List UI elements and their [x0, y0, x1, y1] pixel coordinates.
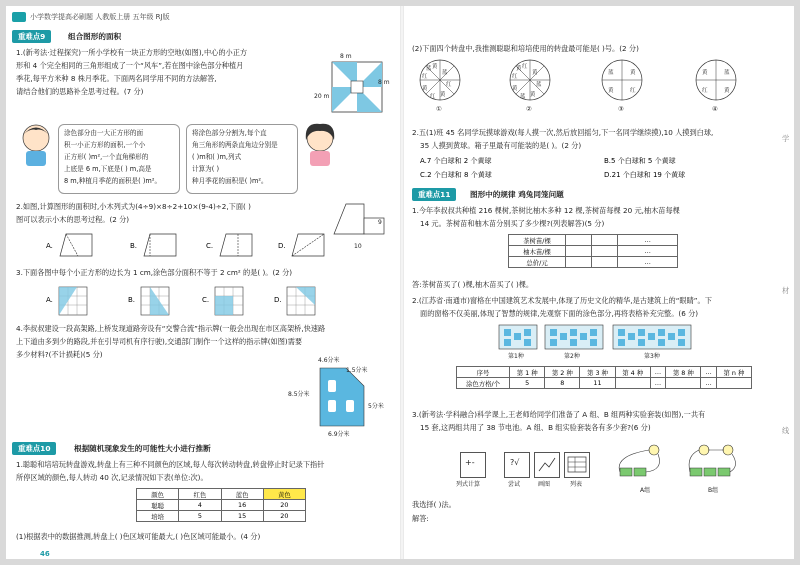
section-title-10: 根据随机现象发生的可能性大小进行推断	[74, 444, 211, 453]
table-header-row	[457, 367, 752, 378]
table-header-cell: 序号	[457, 367, 510, 378]
method-label-draw: 画图	[538, 481, 551, 488]
boy-avatar	[16, 122, 56, 168]
q10-2b-option-b[interactable]: B.5 个白球和 5 个黄球	[604, 157, 676, 165]
spinner-2-number: ②	[526, 105, 532, 113]
method-calc-box[interactable]	[460, 452, 486, 478]
q2-option-b[interactable]: B.	[130, 242, 138, 250]
table-header-cell: 红色	[179, 489, 221, 500]
window-label-2: 第2种	[564, 353, 580, 360]
table-row	[509, 246, 678, 257]
q10-2b-option-d[interactable]: D.21 个白球和 19 个黄球	[604, 171, 686, 179]
spinner-1-label: 红	[430, 94, 436, 100]
bubble-left-l3: 正方形( )m²,一个直角梯形的	[64, 153, 149, 161]
table-row	[509, 235, 678, 246]
pinwheel-figure	[324, 54, 390, 124]
spinner-3-label: 黄	[608, 88, 614, 94]
margin-char: 学	[782, 134, 790, 143]
spinner-2-label: 黄	[512, 86, 518, 92]
spinner-1-label: 蓝	[442, 70, 448, 76]
page-header	[6, 12, 400, 23]
spinner-2-label: 蓝	[520, 94, 526, 100]
bubble-right-l1: 将涂色部分分割为,每个直	[192, 129, 267, 137]
table-row	[137, 500, 306, 511]
q11-2-line1: 2.(江苏省·南通市)窗格在中国建筑艺术发展中,体现了历史文化的精华,是古建筑上的“眼睛”。下	[412, 296, 712, 305]
table-row	[137, 511, 306, 522]
section-tag-10: 重难点10	[12, 442, 56, 455]
q10-1-line1: 1.聪聪和培培玩转盘游戏,转盘上有三种不同颜色的区域,每人每次转动转盘,转盘停止时记录下指针	[16, 460, 325, 469]
table-cell: 8	[545, 378, 580, 389]
window-pattern-1	[498, 324, 538, 350]
spinner-2-label: 黄	[530, 92, 536, 98]
spinner-2-label: 蓝	[536, 82, 542, 88]
table-header-cell: 第 1 种	[510, 367, 545, 378]
q1-line4: 请结合他们的思路补全思考过程。(7 分)	[16, 87, 144, 96]
q2-option-d-figure	[290, 232, 326, 258]
spinner-4-label: 蓝	[724, 70, 730, 76]
table-cell[interactable]	[566, 235, 592, 246]
q3-option-c[interactable]: C.	[202, 296, 210, 304]
method-draw-box[interactable]	[534, 452, 560, 478]
fig1-top-label: 8 m	[340, 53, 352, 60]
table-header-cell: 第 2 种	[545, 367, 580, 378]
spinner-1-label: 黄	[440, 92, 446, 98]
table-cell: 涂色方格/个	[457, 378, 510, 389]
q11-1-answer: 答:茶树苗买了( )棵,柚木苗买了( )棵。	[412, 280, 534, 289]
tree-table	[508, 234, 678, 268]
table-cell[interactable]	[566, 257, 592, 268]
spinner-3-label: 蓝	[608, 70, 614, 76]
bubble-right-l2: 角三角形的两条直角边分别是	[192, 141, 278, 149]
table-header-row	[137, 489, 306, 500]
method-try-box[interactable]	[504, 452, 530, 478]
q3-option-b[interactable]: B.	[128, 296, 136, 304]
fig1-side-label: 20 m	[314, 93, 330, 100]
table-cell: …	[618, 257, 678, 268]
q11-3-line2: 15 套,这两组共用了 38 节电池。A 组、B 组实验套装各有多少套?(6 分)	[420, 423, 651, 432]
q2-option-d[interactable]: D.	[278, 242, 286, 250]
table-header-cell: 第 4 种	[615, 367, 650, 378]
question-check-icon: ?√	[510, 458, 520, 467]
q3-option-a-grid	[58, 286, 88, 316]
page-number: 46	[40, 550, 50, 558]
spinner-4	[694, 58, 738, 102]
q2-line2: 图可以表示小木的思考过程。(2 分)	[16, 215, 130, 224]
spinner-3-label: 红	[630, 88, 636, 94]
spinner-1-number: ①	[436, 105, 442, 113]
sign-bottom-label: 6.9分米	[328, 431, 350, 438]
spinner-2-label: 红	[522, 64, 528, 70]
method-label-table: 列表	[570, 481, 583, 488]
spinner-1-label: 红	[422, 74, 428, 80]
table-cell: …	[650, 378, 665, 389]
spinner-1-label: 黄	[422, 86, 428, 92]
table-header-cell: 颜色	[137, 489, 179, 500]
q2-fig-label-10: 10	[354, 243, 362, 250]
table-cell[interactable]	[615, 378, 650, 389]
q10-2-line: (2)下面四个转盘中,我推测聪聪和培培使用的转盘最可能是( )号。(2 分)	[412, 44, 639, 53]
table-cell: 5	[510, 378, 545, 389]
spinner-2-label: 红	[512, 74, 518, 80]
method-label-calc: 列式计算	[456, 481, 481, 488]
sign-left-label: 8.5分米	[288, 391, 310, 398]
table-header-cell: 蓝色	[221, 489, 263, 500]
q11-3-line1: 3.(新考法·学科融合)科学课上,王老师给同学们准备了 A 组、B 组两种实验套装(如图),一共有	[412, 410, 706, 419]
q4-line3: 多少材料?(不计损耗)(5 分)	[16, 350, 103, 359]
spinner-3-number: ③	[618, 105, 624, 113]
q2-option-c-figure	[218, 232, 254, 258]
window-label-3: 第3种	[644, 353, 660, 360]
spinner-1-label: 红	[446, 82, 452, 88]
table-cell: 柚木苗/棵	[509, 246, 566, 257]
spinner-2-label: 黄	[516, 66, 522, 72]
table-cell: 总价/元	[509, 257, 566, 268]
sign-top2-label: 1.5分米	[346, 367, 368, 374]
q10-2b-option-a[interactable]: A.7 个白球和 2 个黄球	[420, 157, 492, 165]
table-cell: 茶树苗/棵	[509, 235, 566, 246]
choose-method-line: 我选择( )法。	[412, 500, 456, 509]
margin-char: 线	[782, 426, 790, 435]
q2-option-a-figure	[58, 232, 94, 258]
q1-line3: 季花,每平方米种 8 株月季花。下面两名同学用不同的方法解答,	[16, 74, 217, 83]
spinner-4-label: 黄	[702, 70, 708, 76]
table-header-cell: …	[701, 367, 716, 378]
window-pattern-2	[544, 324, 604, 350]
q4-line1: 4.李叔叔建设一段高架路,上桥发现道路旁设有“交警合流”指示牌(一般会出现在市区高架桥,快速路	[16, 324, 326, 333]
table-cell[interactable]	[592, 235, 618, 246]
header-title: 小学数学提高必刷题 人教版上册 五年级 RJ版	[30, 13, 170, 21]
table-icon	[565, 453, 589, 477]
table-cell[interactable]	[592, 257, 618, 268]
q2-fig-label-9: 9	[378, 219, 382, 226]
q3-option-c-grid	[214, 286, 244, 316]
section-tag-11: 重难点11	[412, 188, 456, 201]
sign-right-label: 5分米	[368, 403, 384, 410]
plus-minus-icon: +-	[465, 458, 475, 467]
q1-line2: 形和 4 个完全相同的三角形组成了一个“风车”,若在图中涂色部分种植月	[16, 61, 244, 70]
bubble-right-l5: 种月季花的面积是( )m²。	[192, 177, 268, 185]
margin-char: 材	[782, 286, 790, 295]
section-title-9: 组合图形的面积	[68, 32, 122, 41]
table-cell: 聪聪	[137, 500, 179, 511]
bubble-right-l3: ( )m和( )m,列式	[192, 153, 242, 161]
book-spread	[6, 6, 794, 559]
table-row	[509, 257, 678, 268]
window-label-1: 第1种	[508, 353, 524, 360]
sign-top-label: 4.6分米	[318, 357, 340, 364]
q3-option-d[interactable]: D.	[274, 296, 282, 304]
table-header-cell: 第 3 种	[580, 367, 615, 378]
q2-option-b-figure	[142, 232, 178, 258]
table-cell: 11	[580, 378, 615, 389]
table-cell: …	[618, 235, 678, 246]
q10-2b-line2: 35 人摸到黄球。箱子里最有可能装的是( )。(2 分)	[420, 141, 582, 150]
q3-option-d-grid	[286, 286, 316, 316]
group-b-label: B组	[708, 487, 719, 494]
table-cell: …	[618, 246, 678, 257]
table-cell: 培培	[137, 511, 179, 522]
group-a-label: A组	[640, 487, 651, 494]
table-cell[interactable]	[666, 378, 701, 389]
spinner-4-number: ④	[712, 105, 718, 113]
header-tag	[12, 12, 26, 22]
spin-record-table	[136, 488, 306, 522]
spinner-1-label: 黄	[432, 64, 438, 70]
table-cell: 16	[221, 500, 263, 511]
table-cell: …	[701, 378, 716, 389]
q3-line: 3.下面各图中每个小正方形的边长为 1 cm,涂色部分面积不等于 2 cm² 的是( )。(2 分)	[16, 268, 293, 277]
fig1-right-label: 8 m	[378, 79, 390, 86]
answer-label: 解答:	[412, 514, 429, 523]
pattern-table	[456, 366, 752, 389]
spinner-3-label: 黄	[630, 70, 636, 76]
circuit-a	[614, 442, 674, 486]
section-tag-9: 重难点9	[12, 30, 51, 43]
q3-option-b-grid	[140, 286, 170, 316]
spinner-3	[600, 58, 644, 102]
bubble-left-l2: 积一小正方形的面积,一个小	[64, 141, 146, 149]
table-header-cell: 第 8 种	[666, 367, 701, 378]
q4-line2: 上下道由多到少的路段,并在引导司机有序行驶),交通部门制作一个这样的指示牌(如图)需要	[16, 337, 303, 346]
table-cell: 4	[179, 500, 221, 511]
q10-1a-line: (1)根据表中的数据推测,转盘上( )色区域可能最大,( )色区域可能最小。(4 分)	[16, 532, 261, 541]
q2-line1: 2.如图,计算图形的面积时,小木列式为(4÷9)×8÷2+10×(9-4)÷2,下面( )	[16, 202, 251, 211]
q2-option-c[interactable]: C.	[206, 242, 214, 250]
table-cell: 20	[263, 511, 305, 522]
table-cell: 5	[179, 511, 221, 522]
q11-1-line1: 1.今年李叔叔共种植 216 棵树,茶树比柚木多种 12 棵,茶树苗每棵 20 元,柚木苗每棵	[412, 206, 680, 215]
bubble-left-l1: 涂色部分由一大正方形的面	[64, 129, 144, 137]
q10-2b-option-c[interactable]: C.2 个白球和 8 个黄球	[420, 171, 492, 179]
window-pattern-3	[612, 324, 692, 350]
girl-avatar	[300, 122, 340, 168]
bubble-left-l5: 8 m,种植月季花的面积是( )m²。	[64, 177, 162, 185]
table-header-cell: 黄色	[263, 489, 305, 500]
q10-2b-line1: 2.五(1)班 45 名同学玩摸球游戏(每人摸一次,然后放回摇匀,下一名同学继续摸),10 人摸到白球,	[412, 128, 714, 137]
spinner-1-label: 蓝	[426, 66, 432, 72]
table-header-cell: …	[650, 367, 665, 378]
left-page	[6, 6, 400, 559]
spinner-4-label: 红	[702, 88, 708, 94]
circuit-b	[684, 442, 744, 486]
q11-1-line2: 14 元。茶树苗和柚木苗分别买了多少棵?(列表解答)(5 分)	[420, 219, 605, 228]
q1-line1: 1.(新考法·过程探究)一所小学校有一块正方形的空地(如图),中心的小正方	[16, 48, 248, 57]
section-title-11: 图形中的规律 鸡兔同笼问题	[470, 190, 564, 199]
q11-2-line2: 面的窗格不仅美丽,体现了智慧的规律,先观察下面的涂色部分,再将表格补充完整。(6 分)	[420, 309, 699, 318]
table-cell[interactable]	[592, 246, 618, 257]
table-cell: 15	[221, 511, 263, 522]
q2-option-a[interactable]: A.	[46, 242, 53, 250]
table-cell[interactable]	[566, 246, 592, 257]
right-page	[404, 6, 794, 559]
q3-option-a[interactable]: A.	[46, 296, 53, 304]
table-header-cell: 第 n 种	[716, 367, 751, 378]
method-table-box[interactable]	[564, 452, 590, 478]
spinner-2-label: 黄	[532, 70, 538, 76]
table-cell[interactable]	[716, 378, 751, 389]
right-margin	[778, 6, 794, 559]
bubble-right-l4: 计算为( )	[192, 165, 220, 173]
spinner-4-label: 黄	[724, 88, 730, 94]
method-label-try: 尝试	[508, 481, 521, 488]
table-cell: 20	[263, 500, 305, 511]
bubble-left-l4: 上底是 6 m,下底是( ) m,高是	[64, 165, 152, 173]
chart-icon	[535, 453, 559, 477]
table-row	[457, 378, 752, 389]
q10-1-line2: 所停区域的颜色,每人转动 40 次,记录情况如下表(单位:次)。	[16, 473, 208, 482]
